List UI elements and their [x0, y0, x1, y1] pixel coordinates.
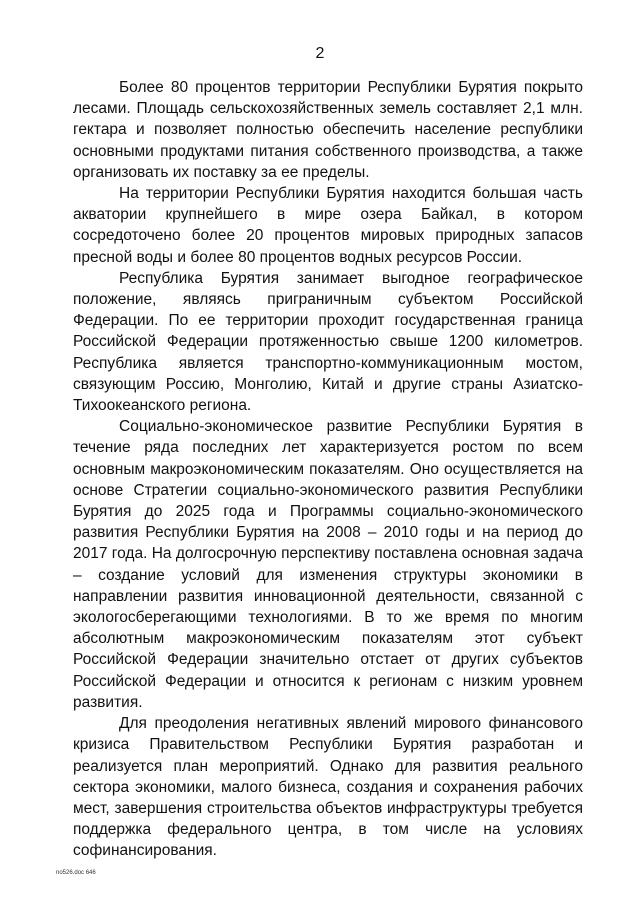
paragraph-development: Социально-экономическое развитие Республики Бурятия в течение ряда последних лет характеризуется ростом по всем основным макроэкономическим показателям. Оно осуществляется на основе Стратегии социально-экономического развития Республики Бурятия до 2025 года и Программы социально-экономического развития Республики Бурятия на 2008 – 2010 годы и на период до 2017 года. На долгосрочную перспективу поставлена основная задача – создание условий для изменения структуры экономики в направлении развития инновационной деятельности, связанной с экологосберегающими технологиями. В то же время по многим абсолютным макроэкономическим показателям этот субъект Российской Федерации значительно отстает от других субъектов Российской Федерации и относится к регионам с низким уровнем развития.	[73, 418, 583, 711]
paragraph-geography: Республика Бурятия занимает выгодное географическое положение, являясь приграничным субъектом Российской Федерации. По ее территории проходит государственная граница Российской Федерации протяженностью свыше 1200 километров. Республика является транспортно-коммуникационным мостом, связующим Россию, Монголию, Китай и другие страны Азиатско-Тихоокеанского региона.	[73, 269, 583, 415]
paragraph-crisis: Для преодоления негативных явлений мирового финансового кризиса Правительством Республики Бурятия разработан и реализуется план мероприятий. Однако для развития реального сектора экономики, малого бизнеса, создания и сохранения рабочих мест, завершения строительства объектов инфраструктуры требуется поддержка федерального центра, в том числе на условиях софинансирования.	[73, 715, 583, 860]
paragraph-forests: Более 80 процентов территории Республики Бурятия покрыто лесами. Площадь сельскохозяйственных земель составляет 2,1 млн. гектара и позволяет полностью обеспечить население республики основными продуктами питания собственного производства, а также организовать их поставку за ее пределы.	[73, 79, 583, 181]
file-footer: no526.doc 646	[56, 870, 96, 876]
paragraph-baikal: На территории Республики Бурятия находится большая часть акватории крупнейшего в мире озера Байкал, в котором сосредоточено более 20 процентов мировых природных запасов пресной воды и более 80 процентов водных ресурсов России.	[73, 185, 583, 266]
page-number: 2	[315, 45, 325, 62]
body-text	[73, 77, 583, 862]
